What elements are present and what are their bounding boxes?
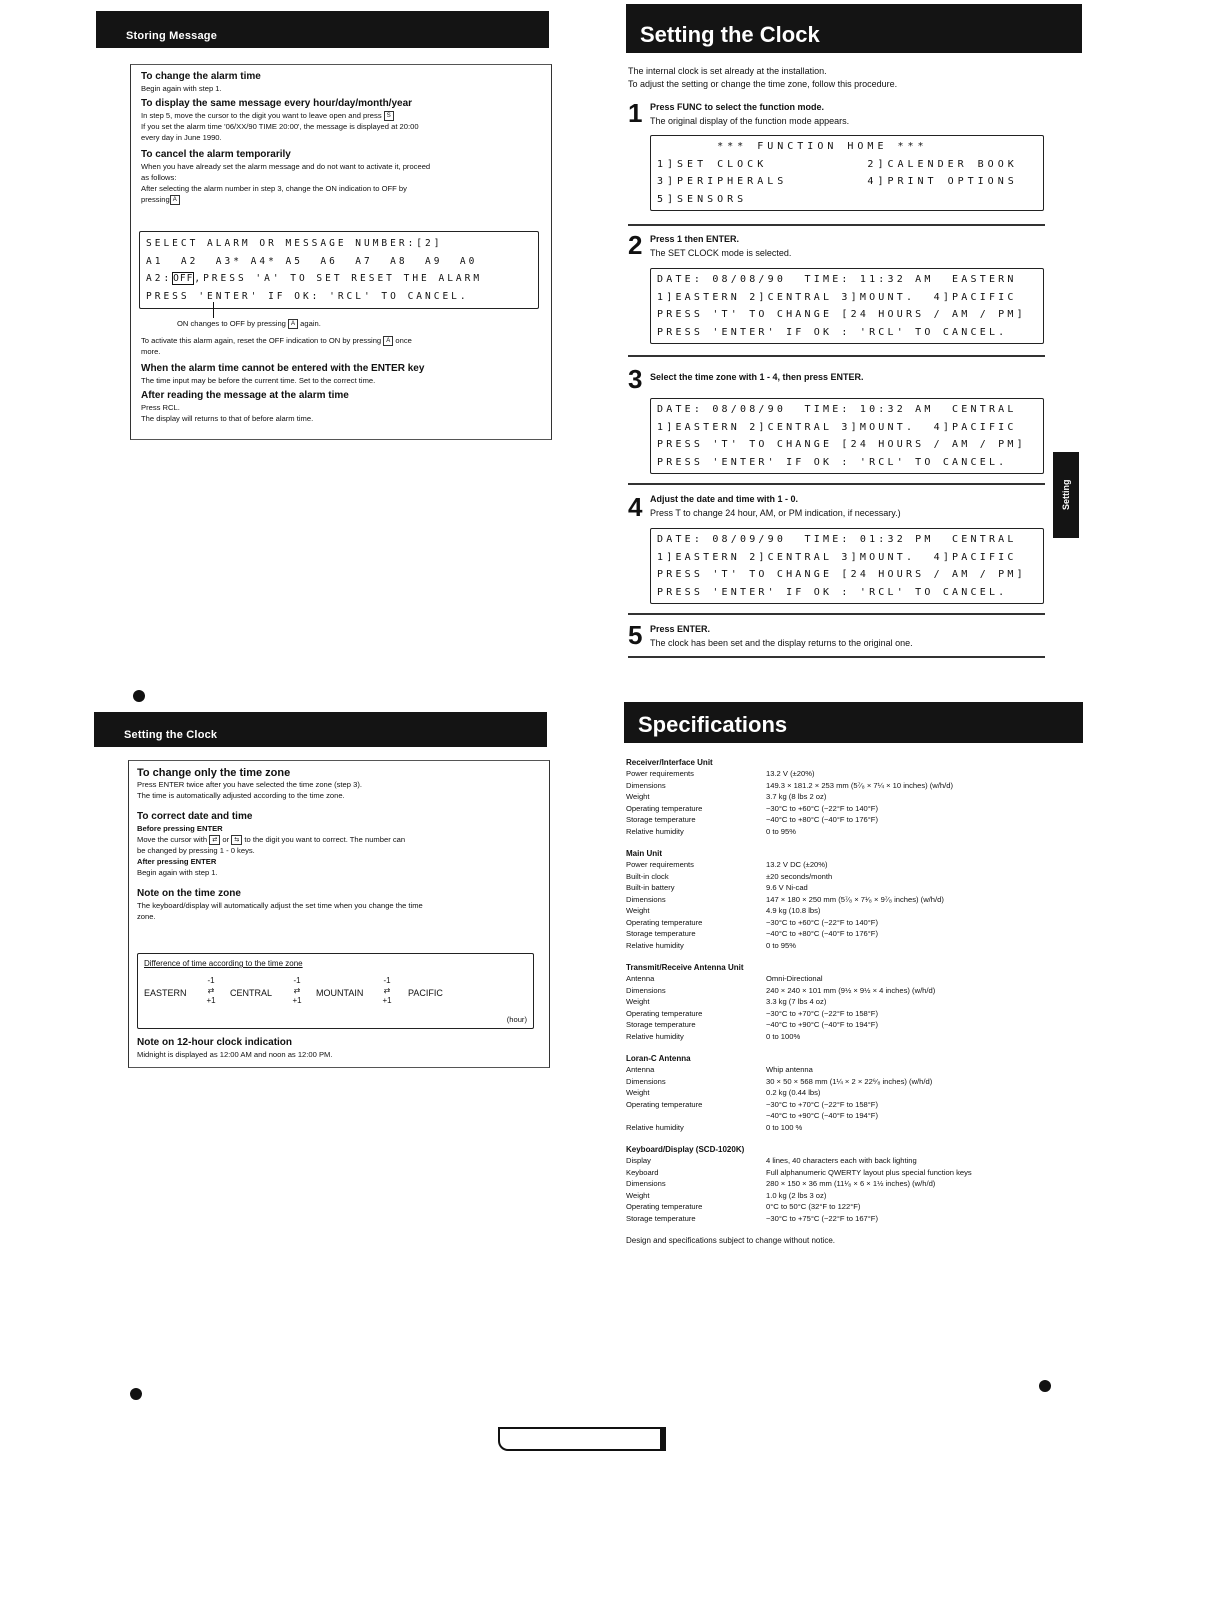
bullet-dot — [133, 690, 145, 702]
setting-clock-banner-2 — [94, 712, 547, 747]
section-alarm-enter: When the alarm time cannot be entered with the ENTER key The time input may be before the current time. Set to the correct time. — [141, 363, 425, 385]
spec-value: −40°C to +80°C (−40°F to 176°F) — [766, 815, 878, 824]
spec-group-title: Transmit/Receive Antenna Unit — [626, 963, 744, 972]
storing-message-title: Storing Message — [126, 30, 218, 42]
spec-key: Power requirements — [626, 860, 694, 869]
spec-value: −40°C to +90°C (−40°F to 194°F) — [766, 1020, 878, 1029]
spec-group — [626, 962, 1096, 1042]
spec-key: Storage temperature — [626, 1020, 696, 1029]
spec-row — [626, 803, 1096, 815]
spec-row — [626, 940, 1096, 952]
tz-eastern: EASTERN — [144, 988, 187, 998]
off-pointer-line — [213, 302, 214, 318]
step-4-text: Press T to change 24 hour, AM, or PM indication, if necessary.) — [650, 508, 901, 518]
clock-intro-2: To adjust the setting or change the time zone, follow this procedure. — [628, 79, 898, 89]
spec-group — [626, 1053, 1096, 1133]
spec-row — [626, 1008, 1096, 1020]
a-key-icon: A — [383, 336, 393, 346]
step-5-text: The clock has been set and the display returns to the original one. — [650, 638, 913, 648]
spec-value: 240 × 240 × 101 mm (9½ × 9½ × 4 inches) (w/h/d) — [766, 985, 936, 995]
spec-group-title: Main Unit — [626, 849, 662, 858]
spec-key: Operating temperature — [626, 1008, 703, 1018]
spec-key: Built-in battery — [626, 883, 675, 892]
section-cancel-alarm: To cancel the alarm temporarily When you have already set the alarm message and do not want to activate it, proceed as follows: After selecting the alarm number in step 3, change the ON indication to OFF by pressing A — [141, 149, 431, 204]
step-2-title: Press 1 then ENTER. — [650, 234, 740, 244]
spec-key: Operating temperature — [626, 1202, 703, 1211]
bullet-dot — [130, 1388, 142, 1400]
section-after-reading: After reading the message at the alarm time Press RCL. The display will returns to that of before alarm time. — [141, 390, 349, 423]
divider — [628, 656, 1045, 658]
spec-key: Weight — [626, 906, 650, 915]
divider — [628, 224, 1045, 226]
section-display-same-message: To display the same message every hour/day/month/year In step 5, move the cursor to the digit you want to leave open and press S If you set the alarm time '06/XX/90 TIME 20:00', the message is displayed at 20:00 every day in June 1990. — [141, 98, 419, 142]
spec-row — [626, 780, 1096, 792]
spec-key: Weight — [626, 997, 650, 1006]
step-2-number: 2 — [628, 230, 643, 260]
spec-key: Dimensions — [626, 985, 666, 995]
spec-key: Display — [626, 1156, 651, 1165]
spec-value: −40°C to +80°C (−40°F to 176°F) — [766, 929, 878, 938]
spec-key: Dimensions — [626, 894, 666, 904]
spec-key: Relative humidity — [626, 940, 684, 950]
spec-row — [626, 882, 1096, 894]
spec-row — [626, 1099, 1096, 1111]
storing-message-banner — [96, 11, 549, 48]
correct-date-title: To correct date and time — [137, 811, 253, 822]
tz-central: CENTRAL — [230, 988, 273, 998]
step-1-title: Press FUNC to select the function mode. — [650, 102, 825, 112]
spec-value: 9.6 V Ni-cad — [766, 883, 808, 892]
spec-group — [626, 757, 1096, 837]
alarm-lcd-display: SELECT ALARM OR MESSAGE NUMBER:[2] A1 A2 A3* A4* A5 A6 A7 A8 A9 A0 A2:OFF,PRESS 'A' TO SET RESET THE ALARM PRESS 'ENTER' IF OK: 'RCL' TO CANCEL. — [139, 231, 539, 309]
spec-row — [626, 928, 1096, 940]
section-change-alarm: To change the alarm time Begin again with step 1. — [141, 71, 261, 93]
spec-key: Operating temperature — [626, 917, 703, 927]
spec-value: 0.2 kg (0.44 lbs) — [766, 1088, 821, 1097]
spec-row — [626, 996, 1096, 1008]
spec-value: 0 to 100% — [766, 1031, 801, 1041]
tz-pacific: PACIFIC — [408, 988, 443, 998]
spec-row — [626, 859, 1096, 871]
clock-intro-1: The internal clock is set already at the installation. — [628, 66, 827, 76]
set-clock-lcd-3: DATE: 08/09/90 TIME: 01:32 PM CENTRAL 1]EASTERN 2]CENTRAL 3]MOUNT. 4]PACIFIC PRESS 'T' TO CHANGE [24 HOURS / AM / PM] PRESS 'ENTER' IF OK : 'RCL' TO CANCEL. — [650, 528, 1044, 604]
setting-clock-title: Setting the Clock — [640, 22, 820, 47]
spec-key: Keyboard — [626, 1167, 659, 1177]
tz-mountain: MOUNTAIN — [316, 988, 364, 998]
function-home-lcd: *** FUNCTION HOME *** 1]SET CLOCK 2]CALENDER BOOK 3]PERIPHERALS 4]PRINT OPTIONS 5]SENSORS — [650, 135, 1044, 211]
step-5-title: Press ENTER. — [650, 624, 711, 634]
spec-key: Built-in clock — [626, 871, 669, 881]
spec-row — [626, 1019, 1096, 1031]
spec-row — [626, 1167, 1096, 1179]
spec-key: Relative humidity — [626, 1122, 684, 1132]
spec-key: Antenna — [626, 974, 655, 983]
off-caption: ON changes to OFF by pressing A again. — [177, 319, 321, 328]
spec-row — [626, 917, 1096, 929]
divider — [628, 613, 1045, 615]
tz-diagram-title: Difference of time according to the time zone — [144, 959, 303, 968]
tz-unit: (hour) — [506, 1015, 527, 1024]
time-zone-diagram — [137, 953, 534, 1029]
spec-value: 13.2 V (±20%) — [766, 769, 815, 778]
spec-key: Relative humidity — [626, 1031, 684, 1041]
spec-key: Operating temperature — [626, 1099, 703, 1109]
spec-row — [626, 1087, 1096, 1099]
step-3-title: Select the time zone with 1 - 4, then press ENTER. — [650, 372, 864, 382]
spec-value: −40°C to +90°C (−40°F to 194°F) — [766, 1111, 878, 1120]
spec-group — [626, 1144, 1096, 1224]
spec-row — [626, 1178, 1096, 1190]
spec-value: 3.3 kg (7 lbs 4 oz) — [766, 997, 827, 1006]
spec-key: Dimensions — [626, 780, 666, 790]
spec-row — [626, 1031, 1096, 1043]
spec-row — [626, 905, 1096, 917]
change-time-zone-title: To change only the time zone — [137, 767, 291, 779]
setting-clock-title-2: Setting the Clock — [124, 729, 218, 741]
spec-row — [626, 791, 1096, 803]
spec-key: Weight — [626, 1088, 650, 1097]
spec-group-title: Loran-C Antenna — [626, 1054, 691, 1063]
storing-message-panel: To change the alarm time Begin again with step 1. To display the same message every hour/day/month/year In step 5, move the cursor to the digit you want to leave open and press S If you set the alarm time '06/XX/90 TIME 20:00', the message is displayed at 20:00 every day in June 1990. To cancel the alarm temporarily When you have already set the alarm message and do not want to activate it, proceed as follows: After selecting the alarm number in step 3, change the ON indication to OFF by pressing A SELECT ALARM OR MESSAGE NUMBER:[2] A1 A2 A3* A4* A5 A6 A7 A8 A9 A0 A2:OFF,PRESS 'A' TO SET RESET THE ALARM PRESS 'ENTER' IF OK: 'RCL' TO CANCEL. ON changes to OFF by pressing A again. To activate this alarm again, reset the OFF indication to ON by pressing A once more. When the alarm time cannot be entered with the ENTER key The time input may be before the current time. Set to the correct time. After reading the message at the alarm time Press RCL. The display will returns to that of before alarm time. — [130, 64, 552, 440]
spec-value: 280 × 150 × 36 mm (11¹⁄₈ × 6 × 1½ inches) (w/h/d) — [766, 1179, 936, 1188]
spec-key: Relative humidity — [626, 826, 684, 836]
spec-key: Storage temperature — [626, 1213, 696, 1223]
spec-row — [626, 768, 1096, 780]
divider — [628, 483, 1045, 485]
note-12-hour-title: Note on 12-hour clock indication — [137, 1037, 293, 1048]
spec-row — [626, 1122, 1096, 1134]
note-time-zone-title: Note on the time zone — [137, 888, 241, 899]
specs-footer: Design and specifications subject to change without notice. — [626, 1236, 836, 1245]
spec-value: −30°C to +60°C (−22°F to 140°F) — [766, 803, 878, 813]
spec-value: −30°C to +75°C (−22°F to 167°F) — [766, 1213, 878, 1223]
spec-value: Full alphanumeric QWERTY layout plus special function keys — [766, 1167, 972, 1177]
spec-value: 3.7 kg (8 lbs 2 oz) — [766, 792, 827, 801]
spec-value: 0 to 95% — [766, 826, 796, 836]
spec-value: −30°C to +70°C (−22°F to 158°F) — [766, 1099, 878, 1109]
spec-row — [626, 973, 1096, 985]
tz-arrows-1: -1 ⇄ +1 — [206, 976, 216, 1005]
spec-value: 0 to 100 % — [766, 1122, 803, 1132]
step-4-title: Adjust the date and time with 1 - 0. — [650, 494, 799, 504]
bullet-dot — [1039, 1380, 1051, 1392]
spec-value: 0 to 95% — [766, 940, 796, 950]
spec-key: Dimensions — [626, 1179, 666, 1188]
tz-arrows-3: -1 ⇄ +1 — [382, 976, 392, 1005]
spec-key: Power requirements — [626, 769, 694, 778]
time-zone-panel: To change only the time zone Press ENTER twice after you have selected the time zone (step 3). The time is automatically adjusted according to the time zone. To correct date and time Before pressing ENTER Move the cursor with ⇄ or ⇆ to the digit you want to correct. The number can be changed by pressing 1 - 0 keys. After pressing ENTER Begin again with step 1. Note on the time zone The keyboard/display will automatically adjust the set time when you change the time zone. Difference of time according to the time zone EASTERN -1 ⇄ +1 CENTRAL -1 ⇄ +1 MOUNTAIN -1 ⇄ +1 PACIFIC (hour) Note on 12-hour clock indication Midnight is displayed as 12:00 AM and noon as 12:00 PM. — [128, 760, 550, 1068]
spec-row — [626, 1190, 1096, 1202]
cursor-right-key-icon: ⇆ — [231, 835, 242, 845]
step-1-text: The original display of the function mode appears. — [650, 116, 850, 126]
spec-value: 147 × 180 × 250 mm (5⁷⁄₈ × 7¹⁄₈ × 9⁷⁄₈ inches) (w/h/d) — [766, 894, 944, 904]
spec-key: Weight — [626, 1190, 650, 1200]
spec-value: 4 lines, 40 characters each with back lighting — [766, 1156, 917, 1165]
spec-row — [626, 1201, 1096, 1213]
a-key-icon: A — [170, 195, 180, 205]
spec-value: Omni-Directional — [766, 974, 823, 983]
divider — [628, 355, 1045, 357]
spec-group-title: Keyboard/Display (SCD-1020K) — [626, 1145, 745, 1154]
spec-value: ±20 seconds/month — [766, 871, 833, 881]
spec-value: 0°C to 50°C (32°F to 122°F) — [766, 1202, 861, 1211]
spec-key: Operating temperature — [626, 803, 703, 813]
step-2-text: The SET CLOCK mode is selected. — [650, 248, 792, 258]
specifications-title: Specifications — [638, 712, 788, 737]
step-4-number: 4 — [628, 492, 643, 522]
spec-group — [626, 848, 1096, 951]
setting-clock-banner — [626, 4, 1082, 53]
spec-row — [626, 1110, 1096, 1122]
spec-key: Antenna — [626, 1065, 655, 1074]
spec-key — [626, 1110, 766, 1122]
spec-value: Whip antenna — [766, 1065, 813, 1074]
spec-row — [626, 1213, 1096, 1225]
setting-side-tab: Setting — [1053, 452, 1079, 538]
spec-row — [626, 871, 1096, 883]
spec-group-title: Receiver/Interface Unit — [626, 758, 713, 767]
spec-row — [626, 985, 1096, 997]
spec-row — [626, 1064, 1096, 1076]
spec-value: 149.3 × 181.2 × 253 mm (5⁷⁄₈ × 7¼ × 10 inches) (w/h/d) — [766, 780, 953, 790]
spec-row — [626, 814, 1096, 826]
spec-value: 30 × 50 × 568 mm (1¼ × 2 × 22⁶⁄₈ inches) (w/h/d) — [766, 1076, 933, 1086]
spec-value: 13.2 V DC (±20%) — [766, 860, 828, 869]
spec-key: Storage temperature — [626, 815, 696, 824]
set-clock-lcd-2: DATE: 08/08/90 TIME: 10:32 AM CENTRAL 1]EASTERN 2]CENTRAL 3]MOUNT. 4]PACIFIC PRESS 'T' TO CHANGE [24 HOURS / AM / PM] PRESS 'ENTER' IF OK : 'RCL' TO CANCEL. — [650, 398, 1044, 474]
cursor-left-key-icon: ⇄ — [209, 835, 220, 845]
set-clock-lcd-1: DATE: 08/08/90 TIME: 11:32 AM EASTERN 1]EASTERN 2]CENTRAL 3]MOUNT. 4]PACIFIC PRESS 'T' TO CHANGE [24 HOURS / AM / PM] PRESS 'ENTER' IF OK : 'RCL' TO CANCEL. — [650, 268, 1044, 344]
specifications-list — [626, 757, 1096, 1246]
spec-row — [626, 1155, 1096, 1167]
step-1-number: 1 — [628, 98, 643, 128]
spec-value: 4.9 kg (10.8 lbs) — [766, 906, 821, 915]
spec-key: Storage temperature — [626, 929, 696, 938]
tz-arrows-2: -1 ⇄ +1 — [292, 976, 302, 1005]
specifications-banner — [624, 702, 1083, 743]
spec-row — [626, 826, 1096, 838]
spec-key: Dimensions — [626, 1076, 666, 1086]
spec-row — [626, 1076, 1096, 1088]
spec-value: 1.0 kg (2 lbs 3 oz) — [766, 1190, 827, 1200]
step-3-number: 3 — [628, 364, 643, 394]
off-indicator: OFF — [173, 273, 194, 284]
step-5-number: 5 — [628, 620, 643, 650]
a-key-icon: A — [288, 319, 298, 329]
spec-value: −30°C to +70°C (−22°F to 158°F) — [766, 1008, 878, 1018]
s-key-icon: S — [384, 111, 394, 121]
spec-row — [626, 894, 1096, 906]
binding-mark — [498, 1427, 666, 1451]
spec-key: Weight — [626, 792, 650, 801]
spec-value: −30°C to +60°C (−22°F to 140°F) — [766, 917, 878, 927]
